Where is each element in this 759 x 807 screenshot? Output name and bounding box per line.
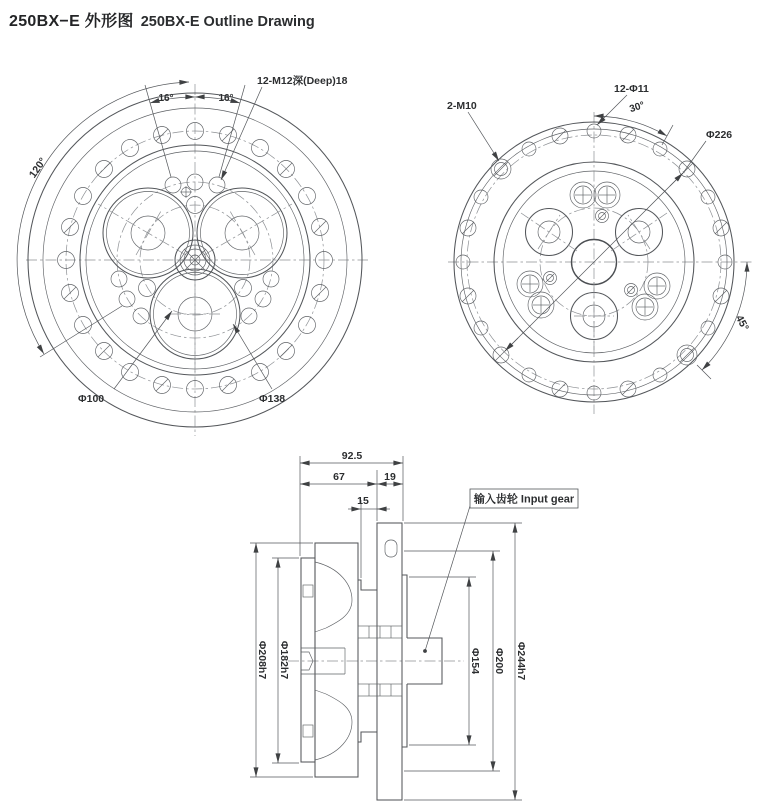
left-center-hub [175, 240, 215, 280]
dim-dia208: Φ208h7 [256, 640, 268, 680]
label-dia138: Φ138 [259, 393, 286, 405]
title-en: 250BX-E Outline Drawing [140, 14, 315, 30]
dim-15: 15 [357, 495, 369, 507]
dim-16-left: 16° [158, 93, 174, 104]
dim-120: 120° [26, 155, 50, 181]
section-body [301, 523, 442, 800]
dim-30: 30° [628, 99, 647, 116]
label-dia226: Φ226 [706, 129, 733, 141]
section-dims-right [404, 523, 527, 800]
label-dia100: Φ100 [78, 393, 105, 405]
section-view [250, 450, 578, 800]
label-12phi11: 12-Φ11 [614, 83, 649, 95]
label-2m10: 2-M10 [447, 100, 477, 112]
dim-92-5: 92.5 [341, 450, 363, 462]
dim-19: 19 [384, 471, 396, 483]
right-leaders [447, 83, 732, 351]
section-dims-left [250, 543, 313, 777]
dim-dia182: Φ182h7 [278, 640, 290, 680]
title-model-cn: 250BX−E 外形图 [9, 13, 134, 30]
dim-45: 45° [732, 313, 752, 333]
left-datum-mark [180, 186, 192, 198]
dim-16-right: 16° [218, 93, 234, 104]
dim-67: 67 [333, 471, 345, 483]
label-m12: 12-M12深(Deep)18 [257, 75, 348, 87]
input-gear-callout [423, 489, 578, 653]
right-front-view [447, 83, 754, 414]
right-dim-45 [697, 262, 751, 379]
dim-dia200: Φ200 [493, 647, 505, 675]
input-gear-label: 输入齿轮 Input gear [473, 493, 575, 506]
left-dim-120 [17, 82, 189, 357]
dim-dia154: Φ154 [469, 647, 481, 675]
left-front-view [17, 74, 368, 436]
dim-dia244: Φ244h7 [515, 641, 527, 681]
